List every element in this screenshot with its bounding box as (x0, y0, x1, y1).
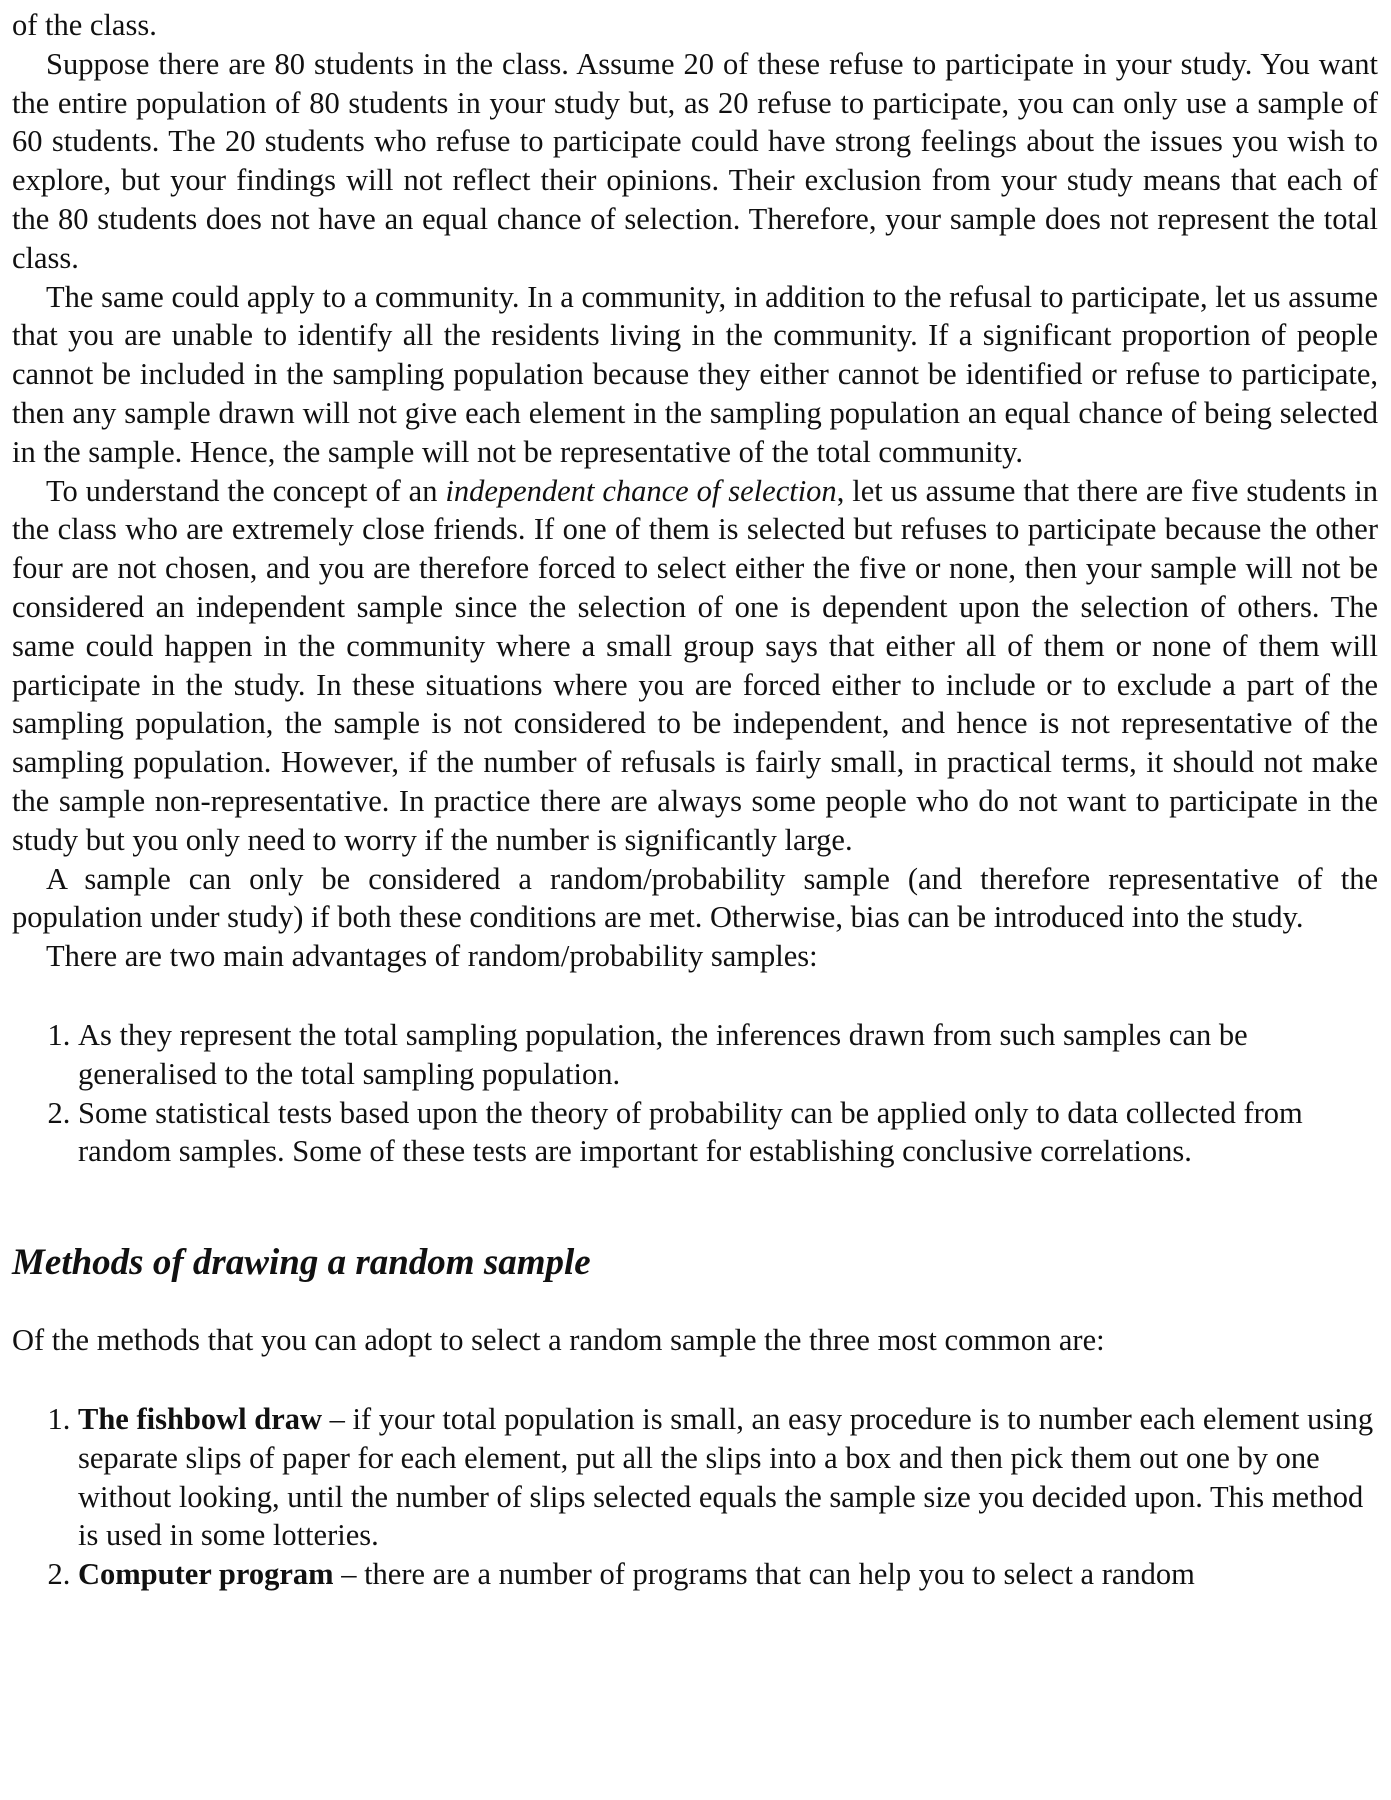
list-item (78, 1094, 1378, 1172)
paragraph-advantages-intro: There are two main advantages of random/probability samples: (46, 939, 818, 974)
emphasis-independent-chance: independent chance of selection (445, 473, 837, 508)
paragraph-equal-chance: Suppose there are 80 students in the class. Assume 20 of these refuse to participate in your study. You want the entire population of 80 students in your study but, as 20 refuse to participate, you can only use a sample of 60 students. The 20 students who refuse to participate could have strong feelings about the issues you wish to explore, but your findings will not reflect their opinions. Their exclusion from your study means that each of the 80 students does not have an equal chance of selection. Therefore, your sample does not represent the total class. (12, 46, 1378, 275)
paragraph-continuation: of the class. (12, 8, 157, 42)
list-item (78, 1400, 1378, 1555)
advantage-text: Some statistical tests based upon the theory of probability can be applied only to data collected from random samples. Some of these tests are important for establishing conclusive correlations. (78, 1095, 1303, 1169)
paragraph-conditions: A sample can only be considered a random/probability sample (and therefore representative of the population under study) if both these conditions are met. Otherwise, bias can be introduced into the study. (12, 861, 1378, 935)
advantage-text: As they represent the total sampling population, the inferences drawn from such samples can be generalised to the total sampling population. (78, 1017, 1248, 1091)
method-description: – if your total population is small, an easy procedure is to number each element using separate slips of paper for each element, put all the slips into a box and then pick them out one by one without looking, until the number of slips selected equals the sample size you decided upon. This method is used in some lotteries. (78, 1401, 1374, 1553)
method-description: – there are a number of programs that can help you to select a random (333, 1557, 1195, 1592)
method-term: The fishbowl draw (78, 1401, 323, 1436)
list-item (78, 1016, 1378, 1094)
paragraph-independent-chance (12, 472, 1378, 860)
paragraph-independent-chance-body: , let us assume that there are five students in the class who are extremely close friends. If one of them is selected but refuses to participate because the other four are not chosen, and you are therefore forced to select either the five or none, then your sample will not be considered an independent sample since the selection of one is dependent upon the selection of others. The same could happen in the community where a small group says that either all of them or none of them will participate in the study. In these situations where you are forced either to include or to exclude a part of the sampling population, the sample is not considered to be independent, and hence is not representative of the sampling population. However, if the number of refusals is fairly small, in practical terms, it should not make the sample non-representative. In practice there are always some people who do not want to participate in the study but you only need to worry if the number is significantly large. (12, 473, 1378, 857)
section-heading: Methods of drawing a random sample (12, 1242, 591, 1284)
document-page (12, 6, 1378, 1594)
list-item (78, 1555, 1378, 1594)
methods-list (12, 1400, 1378, 1594)
paragraph-community: The same could apply to a community. In a community, in addition to the refusal to participate, let us assume that you are unable to identify all the residents living in the community. If a significant proportion of people cannot be included in the sampling population because they either cannot be identified or refuse to participate, then any sample drawn will not give each element in the sampling population an equal chance of being selected in the sample. Hence, the sample will not be representative of the total community. (12, 279, 1378, 469)
method-term: Computer program (78, 1557, 334, 1592)
paragraph-independent-chance-lead: To understand the concept of an (46, 473, 446, 508)
methods-intro: Of the methods that you can adopt to select a random sample the three most common are: (12, 1323, 1105, 1358)
advantages-list (12, 1016, 1378, 1171)
